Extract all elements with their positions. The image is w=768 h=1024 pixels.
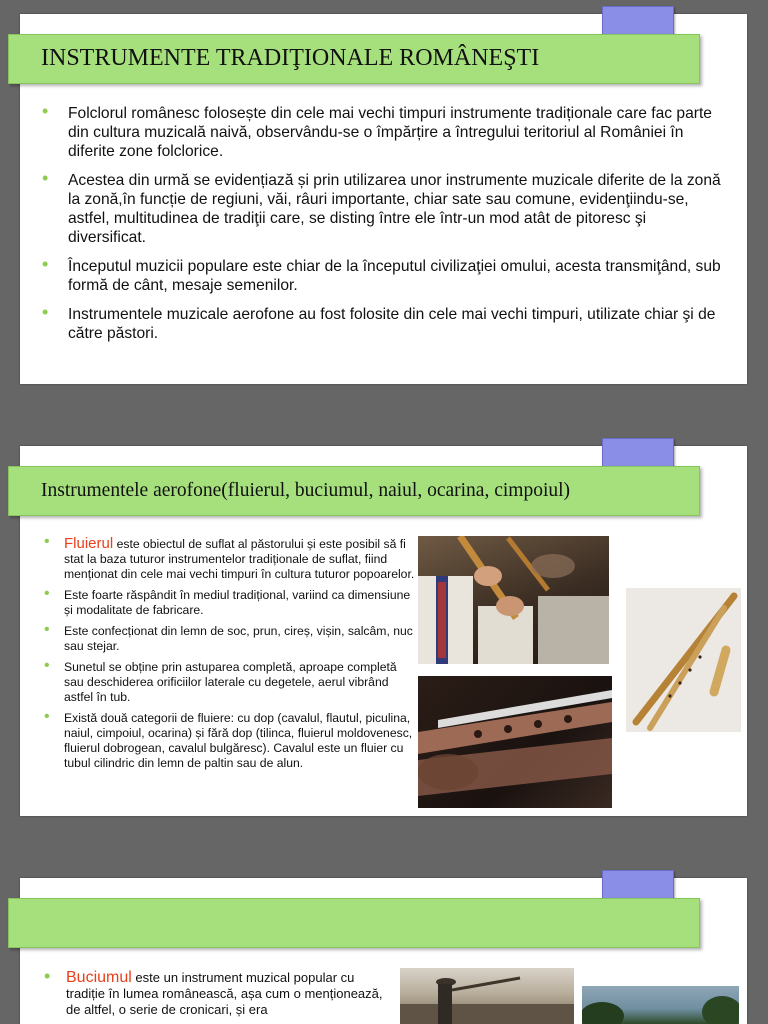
- slide-2-bullet-list: [44, 533, 416, 777]
- bullet-dot-icon: •: [44, 966, 51, 986]
- buciumul-highlight: Buciumul: [66, 969, 132, 986]
- slide-2-bullet: [44, 533, 416, 582]
- slide-1-title-bar: [8, 34, 700, 84]
- landscape-photo: [582, 986, 739, 1024]
- bullet-text: Folclorul românesc folosește din cele mai vechi timpuri instrumente tradiționale care fac parte din cultura muzicală naivă, observându-se o împărțire a întregului teritoriul al României în diferite zone folclorice.: [68, 105, 712, 160]
- slide-3-title-bar: [8, 898, 700, 948]
- slide-2-bullet: [44, 621, 416, 654]
- bullet-text: Începutul muzicii populare este chiar de la începutul civilizaţiei omului, acesta transmiţând, sub formă de cânt, mesaje semenilor.: [68, 258, 721, 294]
- slide-1-bullet-list: [42, 101, 722, 353]
- slide-1-bullet: [42, 168, 722, 247]
- slide-1-bullet: [42, 101, 722, 161]
- wooden-flutes-photo: [626, 588, 741, 732]
- bullet-text: Există două categorii de fluiere: cu dop (cavalul, flautul, piculina, naiul, cimpoiul, ocarina) și fără dop (tilinca, fluierul moldovenesc, fluierul dobrogean, cavalul bulgăresc). Cavalul este un fluier cu tubul cilindric din lemn de paltin sau de alun.: [64, 711, 413, 770]
- flute-players-photo: [418, 536, 609, 664]
- bullet-dot-icon: •: [44, 585, 50, 602]
- slide-2-title-bar: [8, 466, 700, 516]
- bullet-dot-icon: •: [42, 254, 49, 274]
- bullet-dot-icon: •: [42, 168, 49, 188]
- bullet-dot-icon: •: [44, 533, 50, 550]
- slide-1-bullet: [42, 302, 722, 343]
- bullet-text: este obiectul de suflat al păstorului și este posibil să fi stat la baza tuturor instrumentelor tradiționale de suflat, fiind menționat din cele mai vechi timpuri în cultura tuturor popoarelor.: [64, 537, 415, 581]
- slide-2-bullet: [44, 708, 416, 771]
- bullet-text: Este foarte răspândit în mediul tradițional, variind ca dimensiune și modalitate de fabricare.: [64, 588, 411, 617]
- bullet-dot-icon: •: [42, 101, 49, 121]
- bullet-text: Sunetul se obține prin astuparea completă, aproape completă sau deschiderea orificiilor laterale cu degetele, aerul vibrând astfel în tub.: [64, 660, 397, 704]
- bucium-player-photo: [400, 968, 574, 1024]
- slide-2-bullet: [44, 585, 416, 618]
- slide-1-bullet: [42, 254, 722, 295]
- slide-2: [20, 446, 747, 816]
- bullet-dot-icon: •: [42, 302, 49, 322]
- slide-3-bullet: [44, 966, 394, 1018]
- slide-1: [20, 14, 747, 384]
- slide-3-bullet-list: [44, 966, 394, 1018]
- bullet-text: Acestea din urmă se evidențiază și prin utilizarea unor instrumente muzicale diferite de la zonă la zonă,în funcție de regiuni, văi, râuri importante, chiar sate sau comune, evidenţiindu-se, astfel, multitudinea de tradiţii care, se disting între ele într-un mod atât de pitoresc şi diversificat.: [68, 172, 721, 246]
- bullet-text: Instrumentele muzicale aerofone au fost folosite din cele mai vechi timpuri, utilizate chiar şi de către păstori.: [68, 306, 716, 342]
- slide-2-bullet: [44, 657, 416, 705]
- bullet-dot-icon: •: [44, 657, 50, 674]
- fluierul-highlight: Fluierul: [64, 535, 114, 552]
- bullet-dot-icon: •: [44, 708, 50, 725]
- slide-1-title: INSTRUMENTE TRADIŢIONALE ROMÂNEŞTI: [41, 45, 540, 71]
- bullet-text: este un instrument muzical popular cu tradiție în lumea românească, așa cum o menționează, de altfel, o serie de cronicari, și era: [66, 970, 383, 1017]
- slide-3: [20, 878, 747, 1024]
- slide-2-title: Instrumentele aerofone(fluierul, buciumul, naiul, ocarina, cimpoiul): [41, 480, 571, 501]
- bullet-dot-icon: •: [44, 621, 50, 638]
- flute-closeup-photo: [418, 676, 612, 808]
- bullet-text: Este confecționat din lemn de soc, prun, cireș, vișin, salcâm, nuc sau stejar.: [64, 624, 413, 653]
